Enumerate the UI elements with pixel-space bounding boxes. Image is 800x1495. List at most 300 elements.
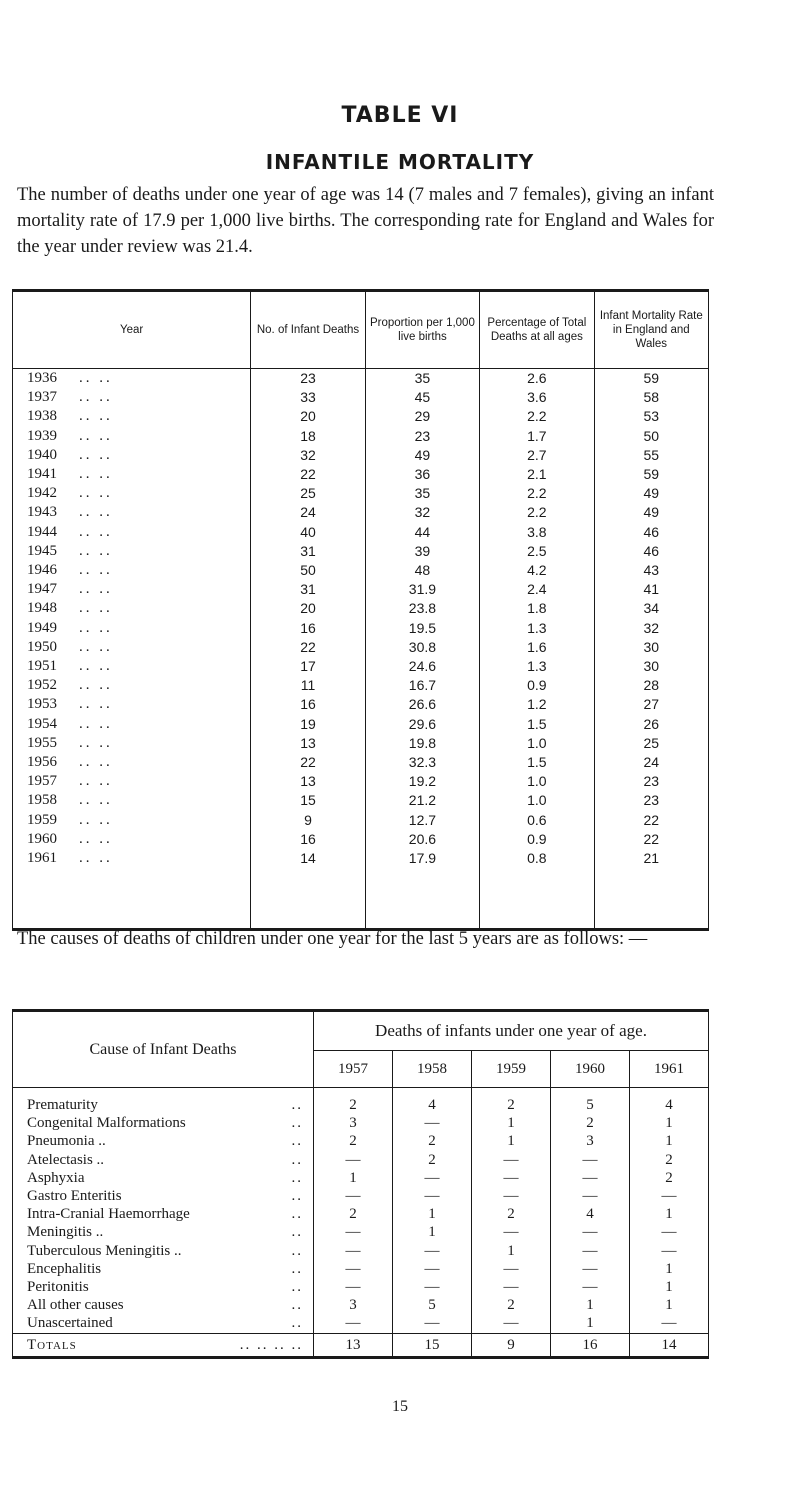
value-cell: 17.9 <box>365 849 479 868</box>
cause-cell: Asphyxia .. <box>13 1169 314 1187</box>
table-row <box>13 811 709 830</box>
table-row <box>13 446 709 465</box>
table-row <box>13 542 709 561</box>
totals-label-cell: Totals .. .. .. .. <box>13 1333 314 1357</box>
cause-cell: Tuberculous Meningitis .. .. <box>13 1242 314 1260</box>
value-cell: 1.3 <box>480 619 594 638</box>
causes-intro-paragraph: The causes of deaths of children under one year for the last 5 years are as follows: — <box>17 929 648 949</box>
value-cell: 35 <box>365 484 479 503</box>
value-cell: 1 <box>629 1278 708 1296</box>
table-row <box>13 676 709 695</box>
value-cell: — <box>471 1151 550 1169</box>
cause-cell: All other causes .. <box>13 1296 314 1314</box>
value-cell: — <box>550 1169 629 1187</box>
value-cell: 49 <box>365 446 479 465</box>
value-cell: 1 <box>550 1314 629 1333</box>
table-row <box>13 1278 709 1296</box>
table-row <box>13 561 709 580</box>
value-cell: — <box>392 1114 471 1132</box>
value-cell: 25 <box>251 484 365 503</box>
value-cell: 26 <box>594 715 708 734</box>
value-cell: 32 <box>365 503 479 522</box>
table-row <box>13 1242 709 1260</box>
value-cell: 30 <box>594 657 708 676</box>
table-row <box>13 1169 709 1187</box>
year-value: 1950 <box>27 638 57 655</box>
year-cell: 1944 .. .. <box>13 523 251 542</box>
value-cell: 2 <box>392 1132 471 1150</box>
value-cell: 2.4 <box>480 580 594 599</box>
table-row <box>13 1088 709 1115</box>
value-cell: 16 <box>251 619 365 638</box>
col-header-deaths-group: Deaths of infants under one year of age. <box>314 1011 709 1051</box>
value-cell: 18 <box>251 427 365 446</box>
table-row <box>13 523 709 542</box>
col-header-percentage: Percentage of Total Deaths at all ages <box>480 291 594 369</box>
value-cell: 45 <box>365 388 479 407</box>
table-number-heading: TABLE VI <box>341 103 459 128</box>
value-cell: 23 <box>365 427 479 446</box>
value-cell: — <box>471 1260 550 1278</box>
value-cell: 5 <box>392 1296 471 1314</box>
value-cell: 41 <box>594 580 708 599</box>
table-row <box>13 734 709 753</box>
value-cell: 16.7 <box>365 676 479 695</box>
value-cell: — <box>471 1187 550 1205</box>
value-cell: — <box>550 1278 629 1296</box>
value-cell: 29 <box>365 407 479 426</box>
value-cell: 2 <box>314 1132 393 1150</box>
table-row <box>13 580 709 599</box>
value-cell: 59 <box>594 465 708 484</box>
value-cell: 4.2 <box>480 561 594 580</box>
value-cell: 1 <box>629 1132 708 1150</box>
table-row <box>13 715 709 734</box>
table-row <box>13 619 709 638</box>
value-cell: 22 <box>251 638 365 657</box>
total-value-cell: 15 <box>392 1333 471 1357</box>
value-cell: 31 <box>251 580 365 599</box>
table-row <box>13 407 709 426</box>
cause-cell: Prematurity .. <box>13 1088 314 1115</box>
value-cell: — <box>550 1151 629 1169</box>
totals-row <box>13 1333 709 1357</box>
value-cell: 2 <box>471 1296 550 1314</box>
cause-cell: Gastro Enteritis .. <box>13 1187 314 1205</box>
value-cell: 28 <box>594 676 708 695</box>
col-header-1959: 1959 <box>471 1051 550 1088</box>
year-value: 1938 <box>27 408 57 425</box>
value-cell: 11 <box>251 676 365 695</box>
cause-label: Gastro Enteritis <box>27 1188 122 1205</box>
value-cell: 31 <box>251 542 365 561</box>
cause-cell: Encephalitis .. <box>13 1260 314 1278</box>
cause-label: Unascertained <box>27 1315 113 1332</box>
cause-label: Intra-Cranial Haemorrhage <box>27 1206 190 1223</box>
year-value: 1949 <box>27 619 57 636</box>
table-row <box>13 657 709 676</box>
table-row <box>13 1223 709 1241</box>
value-cell: 1 <box>629 1114 708 1132</box>
value-cell: 14 <box>251 849 365 868</box>
cause-label: Tuberculous Meningitis .. <box>27 1242 182 1259</box>
year-cell: 1948 .. .. <box>13 599 251 618</box>
value-cell: — <box>392 1242 471 1260</box>
value-cell: 4 <box>550 1205 629 1223</box>
value-cell: 46 <box>594 523 708 542</box>
causes-table <box>12 1009 709 1359</box>
col-header-year: Year <box>13 291 251 369</box>
value-cell: 27 <box>594 695 708 714</box>
value-cell: — <box>471 1223 550 1241</box>
year-value: 1947 <box>27 581 57 598</box>
value-cell: 22 <box>594 830 708 849</box>
value-cell: 1 <box>629 1260 708 1278</box>
year-value: 1946 <box>27 562 57 579</box>
value-cell: — <box>392 1187 471 1205</box>
year-cell: 1946 .. .. <box>13 561 251 580</box>
value-cell: — <box>392 1278 471 1296</box>
value-cell: 48 <box>365 561 479 580</box>
value-cell: — <box>392 1260 471 1278</box>
value-cell: — <box>550 1223 629 1241</box>
value-cell: 1 <box>550 1296 629 1314</box>
value-cell: 1 <box>392 1205 471 1223</box>
value-cell: — <box>550 1260 629 1278</box>
table-row <box>13 484 709 503</box>
value-cell: 20 <box>251 599 365 618</box>
value-cell: 22 <box>594 811 708 830</box>
value-cell: — <box>314 1242 393 1260</box>
causes-group-header-row <box>13 1011 709 1051</box>
year-value: 1961 <box>27 850 57 867</box>
value-cell: 20 <box>251 407 365 426</box>
table-row <box>13 695 709 714</box>
year-value: 1960 <box>27 830 57 847</box>
value-cell: 19.5 <box>365 619 479 638</box>
value-cell: 26.6 <box>365 695 479 714</box>
value-cell: 2 <box>629 1169 708 1187</box>
value-cell: 59 <box>594 369 708 389</box>
value-cell: — <box>629 1242 708 1260</box>
year-cell: 1936 .. .. <box>13 369 251 389</box>
col-header-proportion: Proportion per 1,000 live births <box>365 291 479 369</box>
col-header-england-rate: Infant Mortality Rate in England and Wales <box>594 291 708 369</box>
year-value: 1939 <box>27 427 57 444</box>
value-cell: 23 <box>251 369 365 389</box>
value-cell: 2.1 <box>480 465 594 484</box>
cause-cell: Congenital Malformations .. <box>13 1114 314 1132</box>
year-cell: 1954 .. .. <box>13 715 251 734</box>
value-cell: 0.9 <box>480 830 594 849</box>
value-cell: 3 <box>314 1296 393 1314</box>
value-cell: — <box>392 1169 471 1187</box>
value-cell: — <box>314 1151 393 1169</box>
value-cell: 25 <box>594 734 708 753</box>
table-row <box>13 1314 709 1333</box>
year-value: 1954 <box>27 715 57 732</box>
value-cell: 1.7 <box>480 427 594 446</box>
cause-label: Asphyxia <box>27 1169 85 1186</box>
value-cell: 44 <box>365 523 479 542</box>
total-value-cell: 13 <box>314 1333 393 1357</box>
year-cell: 1949 .. .. <box>13 619 251 638</box>
year-cell: 1938 .. .. <box>13 407 251 426</box>
value-cell: 1 <box>629 1296 708 1314</box>
mortality-header-row <box>13 291 709 369</box>
year-cell: 1955 .. .. <box>13 734 251 753</box>
year-value: 1944 <box>27 523 57 540</box>
year-cell: 1953 .. .. <box>13 695 251 714</box>
value-cell: 23 <box>594 791 708 810</box>
page-number: 15 <box>392 1398 408 1415</box>
value-cell: 46 <box>594 542 708 561</box>
value-cell: 13 <box>251 734 365 753</box>
year-value: 1936 <box>27 370 57 386</box>
cause-label: Atelectasis .. <box>27 1151 105 1168</box>
mortality-table <box>12 289 709 931</box>
year-cell: 1943 .. .. <box>13 503 251 522</box>
cause-label: Meningitis .. <box>27 1224 104 1241</box>
value-cell: 0.9 <box>480 676 594 695</box>
value-cell: 2 <box>471 1205 550 1223</box>
value-cell: 1.5 <box>480 753 594 772</box>
value-cell: 24 <box>594 753 708 772</box>
value-cell: 3 <box>314 1114 393 1132</box>
year-cell: 1941 .. .. <box>13 465 251 484</box>
cause-label: Peritonitis <box>27 1279 89 1296</box>
year-cell: 1939 .. .. <box>13 427 251 446</box>
year-value: 1953 <box>27 696 57 713</box>
table-row <box>13 1260 709 1278</box>
value-cell: — <box>471 1314 550 1333</box>
value-cell: 53 <box>594 407 708 426</box>
cause-cell: Meningitis .. .. <box>13 1223 314 1241</box>
value-cell: 2 <box>314 1088 393 1115</box>
value-cell: 1.0 <box>480 772 594 791</box>
value-cell: 50 <box>251 561 365 580</box>
value-cell: 2.2 <box>480 503 594 522</box>
value-cell: 35 <box>365 369 479 389</box>
mortality-table-body <box>13 369 709 930</box>
value-cell: 2.2 <box>480 484 594 503</box>
value-cell: 20.6 <box>365 830 479 849</box>
value-cell: 9 <box>251 811 365 830</box>
value-cell: 43 <box>594 561 708 580</box>
year-cell: 1950 .. .. <box>13 638 251 657</box>
table-row <box>13 1132 709 1150</box>
value-cell: 2.7 <box>480 446 594 465</box>
value-cell: 1 <box>471 1114 550 1132</box>
year-value: 1943 <box>27 504 57 521</box>
value-cell: 21 <box>594 849 708 868</box>
year-value: 1955 <box>27 734 57 751</box>
value-cell: 49 <box>594 484 708 503</box>
year-cell: 1957 .. .. <box>13 772 251 791</box>
cause-label: Pneumonia .. <box>27 1133 106 1150</box>
total-value-cell: 16 <box>550 1333 629 1357</box>
table-row <box>13 599 709 618</box>
value-cell: 39 <box>365 542 479 561</box>
value-cell: 32 <box>251 446 365 465</box>
totals-label: Totals <box>27 1336 77 1353</box>
value-cell: 13 <box>251 772 365 791</box>
value-cell: — <box>471 1278 550 1296</box>
value-cell: 1.8 <box>480 599 594 618</box>
table-row <box>13 1114 709 1132</box>
year-cell: 1942 .. .. <box>13 484 251 503</box>
value-cell: 12.7 <box>365 811 479 830</box>
table-row <box>13 1187 709 1205</box>
value-cell: 17 <box>251 657 365 676</box>
page-title: INFANTILE MORTALITY <box>265 150 535 174</box>
table-row <box>13 849 709 868</box>
value-cell: 4 <box>392 1088 471 1115</box>
value-cell: 49 <box>594 503 708 522</box>
value-cell: — <box>471 1169 550 1187</box>
value-cell: — <box>550 1187 629 1205</box>
value-cell: — <box>314 1314 393 1333</box>
value-cell: — <box>314 1223 393 1241</box>
table-row <box>13 772 709 791</box>
value-cell: 4 <box>629 1088 708 1115</box>
value-cell: 50 <box>594 427 708 446</box>
col-header-1960: 1960 <box>550 1051 629 1088</box>
value-cell: 19 <box>251 715 365 734</box>
value-cell: 58 <box>594 388 708 407</box>
value-cell: 2.5 <box>480 542 594 561</box>
value-cell: — <box>550 1242 629 1260</box>
table-row <box>13 1296 709 1314</box>
value-cell: — <box>629 1314 708 1333</box>
year-value: 1942 <box>27 485 57 502</box>
year-cell: 1960 .. .. <box>13 830 251 849</box>
col-header-1957: 1957 <box>314 1051 393 1088</box>
cause-cell: Intra-Cranial Haemorrhage .. <box>13 1205 314 1223</box>
year-value: 1941 <box>27 466 57 483</box>
value-cell: 15 <box>251 791 365 810</box>
value-cell: 32 <box>594 619 708 638</box>
value-cell: — <box>629 1187 708 1205</box>
year-cell: 1947 .. .. <box>13 580 251 599</box>
year-value: 1951 <box>27 658 57 675</box>
value-cell: 2 <box>550 1114 629 1132</box>
value-cell: 2 <box>629 1151 708 1169</box>
year-value: 1945 <box>27 542 57 559</box>
value-cell: 21.2 <box>365 791 479 810</box>
cause-cell: Pneumonia .. .. <box>13 1132 314 1150</box>
table-row <box>13 427 709 446</box>
value-cell: 22 <box>251 465 365 484</box>
value-cell: 30 <box>594 638 708 657</box>
cause-label: All other causes <box>27 1297 124 1314</box>
value-cell: 2 <box>471 1088 550 1115</box>
year-value: 1957 <box>27 773 57 790</box>
spacer-row <box>13 868 709 930</box>
table-row <box>13 1151 709 1169</box>
value-cell: 1.0 <box>480 734 594 753</box>
causes-table-body <box>13 1088 709 1358</box>
value-cell: 31.9 <box>365 580 479 599</box>
value-cell: — <box>629 1223 708 1241</box>
year-value: 1937 <box>27 389 57 406</box>
value-cell: — <box>314 1278 393 1296</box>
value-cell: 29.6 <box>365 715 479 734</box>
intro-paragraph: The number of deaths under one year of age was 14 (7 males and 7 females), giving an infant mortality rate of 17.9 per 1,000 live births. The corresponding rate for England and Wales for the year under review was 21.4. <box>17 185 714 257</box>
year-cell: 1937 .. .. <box>13 388 251 407</box>
value-cell: 30.8 <box>365 638 479 657</box>
cause-cell: Peritonitis .. <box>13 1278 314 1296</box>
value-cell: 5 <box>550 1088 629 1115</box>
value-cell: 22 <box>251 753 365 772</box>
year-cell: 1951 .. .. <box>13 657 251 676</box>
value-cell: 40 <box>251 523 365 542</box>
year-cell: 1961 .. .. <box>13 849 251 868</box>
value-cell: 1.2 <box>480 695 594 714</box>
year-cell: 1959 .. .. <box>13 811 251 830</box>
table-row <box>13 388 709 407</box>
year-cell: 1956 .. .. <box>13 753 251 772</box>
table-row <box>13 369 709 389</box>
table-row <box>13 1205 709 1223</box>
table-row <box>13 830 709 849</box>
value-cell: — <box>392 1314 471 1333</box>
year-cell: 1952 .. .. <box>13 676 251 695</box>
value-cell: — <box>314 1187 393 1205</box>
year-value: 1940 <box>27 446 57 463</box>
cause-label: Prematurity <box>27 1097 98 1113</box>
value-cell: 23 <box>594 772 708 791</box>
value-cell: 1.0 <box>480 791 594 810</box>
value-cell: 1 <box>471 1132 550 1150</box>
value-cell: 19.2 <box>365 772 479 791</box>
value-cell: 23.8 <box>365 599 479 618</box>
year-cell: 1945 .. .. <box>13 542 251 561</box>
value-cell: 32.3 <box>365 753 479 772</box>
value-cell: 16 <box>251 695 365 714</box>
col-header-1958: 1958 <box>392 1051 471 1088</box>
value-cell: 36 <box>365 465 479 484</box>
year-value: 1956 <box>27 754 57 771</box>
year-value: 1959 <box>27 811 57 828</box>
value-cell: 1.6 <box>480 638 594 657</box>
year-cell: 1958 .. .. <box>13 791 251 810</box>
col-header-1961: 1961 <box>629 1051 708 1088</box>
value-cell: 34 <box>594 599 708 618</box>
value-cell: 24 <box>251 503 365 522</box>
value-cell: 2.6 <box>480 369 594 389</box>
table-row <box>13 638 709 657</box>
year-value: 1952 <box>27 677 57 694</box>
value-cell: 2.2 <box>480 407 594 426</box>
value-cell: 55 <box>594 446 708 465</box>
year-cell: 1940 .. .. <box>13 446 251 465</box>
cause-cell: Atelectasis .. .. <box>13 1151 314 1169</box>
cause-cell: Unascertained .. <box>13 1314 314 1333</box>
value-cell: 1 <box>314 1169 393 1187</box>
value-cell: 33 <box>251 388 365 407</box>
value-cell: 16 <box>251 830 365 849</box>
value-cell: 3.8 <box>480 523 594 542</box>
value-cell: 1 <box>392 1223 471 1241</box>
value-cell: 19.8 <box>365 734 479 753</box>
total-value-cell: 14 <box>629 1333 708 1357</box>
table-row <box>13 753 709 772</box>
value-cell: 0.8 <box>480 849 594 868</box>
value-cell: 24.6 <box>365 657 479 676</box>
year-value: 1948 <box>27 600 57 617</box>
value-cell: 1.5 <box>480 715 594 734</box>
